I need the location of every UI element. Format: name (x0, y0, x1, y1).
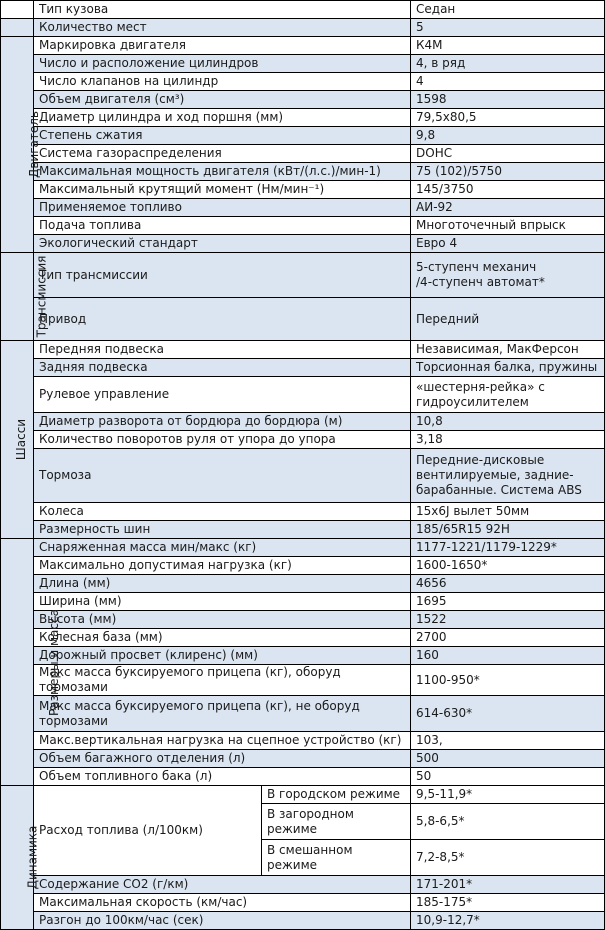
param-cell: Степень сжатия (34, 127, 411, 145)
section-label-dimensions: Размеры и масса (1, 539, 34, 786)
table-row (1, 575, 605, 593)
table-row (1, 235, 605, 253)
value-cell: 9,8 (411, 127, 605, 145)
table-row (1, 55, 605, 73)
param-cell: Длина (мм) (34, 575, 411, 593)
param-cell: Тип трансмиссии (34, 253, 411, 298)
param-cell: Высота (мм) (34, 611, 411, 629)
param-cell: Разгон до 100км/час (сек) (34, 912, 411, 930)
param-cell: Диаметр цилиндра и ход поршня (мм) (34, 109, 411, 127)
value-cell: 75 (102)/5750 (411, 163, 605, 181)
value-cell: 4 (411, 73, 605, 91)
table-row (1, 696, 605, 732)
param-line: тормозами (39, 713, 108, 728)
section-label-engine: Двигатель (1, 37, 34, 253)
param-cell: Количество поворотов руля от упора до упора (34, 431, 411, 449)
param-cell: Подача топлива (34, 217, 411, 235)
value-cell: 171-201* (411, 876, 605, 894)
value-cell: 1695 (411, 593, 605, 611)
value-line: вентилируемые, задние- (416, 468, 574, 482)
value-cell: 4, в ряд (411, 55, 605, 73)
value-cell: 1100-950* (411, 665, 605, 696)
param-cell: Максимальная мощность двигателя (кВт/(л.с.)/мин-1) (34, 163, 411, 181)
section-blank-cell (1, 19, 34, 37)
table-row (1, 37, 605, 55)
value-cell: 1177-1221/1179-1229* (411, 539, 605, 557)
value-cell: 145/3750 (411, 181, 605, 199)
param-cell: Макс.вертикальная нагрузка на сцепное устройство (кг) (34, 732, 411, 750)
fuel-mode-cell (262, 840, 411, 876)
mode-line: В смешанном (267, 842, 353, 857)
fuel-mode-cell: В городском режиме (262, 786, 411, 804)
value-cell: Седан (411, 1, 605, 19)
param-cell: Макс масса буксируемого прицепа (кг), оборуд тормозами (34, 665, 411, 696)
value-cell: 3,18 (411, 431, 605, 449)
value-cell: 103, (411, 732, 605, 750)
section-blank-cell (1, 1, 34, 19)
param-cell: Число и расположение цилиндров (34, 55, 411, 73)
fuel-mode-cell (262, 804, 411, 840)
value-cell: 10,8 (411, 413, 605, 431)
param-cell: Колеса (34, 503, 411, 521)
table-row (1, 876, 605, 894)
table-row (1, 786, 605, 804)
table-row (1, 253, 605, 298)
table-row (1, 593, 605, 611)
param-cell: Привод (34, 298, 411, 341)
param-cell: Маркировка двигателя (34, 37, 411, 55)
value-cell: 7,2-8,5* (411, 840, 605, 876)
param-cell: Максимально допустимая нагрузка (кг) (34, 557, 411, 575)
value-line: «шестерня-рейка» с (416, 379, 545, 394)
param-cell: Рулевое управление (34, 377, 411, 413)
param-cell: Колесная база (мм) (34, 629, 411, 647)
param-cell: Дорожный просвет (клиренс) (мм) (34, 647, 411, 665)
value-cell: 4656 (411, 575, 605, 593)
value-cell: 1522 (411, 611, 605, 629)
value-cell: 1600-1650* (411, 557, 605, 575)
table-row (1, 449, 605, 503)
table-row (1, 377, 605, 413)
table-row (1, 145, 605, 163)
param-cell: Экологический стандарт (34, 235, 411, 253)
table-row (1, 750, 605, 768)
table-row (1, 91, 605, 109)
value-cell: 614-630* (411, 696, 605, 732)
value-cell: 500 (411, 750, 605, 768)
value-cell: Торсионная балка, пружины (411, 359, 605, 377)
param-cell: Объем багажного отделения (л) (34, 750, 411, 768)
mode-line: режиме (267, 857, 318, 872)
value-cell: АИ-92 (411, 199, 605, 217)
fuel-consumption-label: Расход топлива (л/100км) (34, 786, 262, 876)
param-cell: Объем двигателя (см³) (34, 91, 411, 109)
table-row (1, 894, 605, 912)
param-cell: Размерность шин (34, 521, 411, 539)
value-cell: 185-175* (411, 894, 605, 912)
table-row (1, 19, 605, 37)
value-cell (411, 449, 605, 503)
value-cell: 9,5-11,9* (411, 786, 605, 804)
table-row (1, 163, 605, 181)
table-row (1, 521, 605, 539)
value-cell: 79,5х80,5 (411, 109, 605, 127)
value-cell: 10,9-12,7* (411, 912, 605, 930)
param-cell: Содержание СО2 (г/км) (34, 876, 411, 894)
value-cell: 160 (411, 647, 605, 665)
table-row (1, 665, 605, 696)
table-row (1, 217, 605, 235)
value-cell: 5 (411, 19, 605, 37)
table-row (1, 109, 605, 127)
value-cell: 50 (411, 768, 605, 786)
mode-line: В загородном (267, 806, 354, 821)
table-row (1, 611, 605, 629)
section-label-chassis: Шасси (1, 341, 34, 539)
value-cell: Многоточечный впрыск (411, 217, 605, 235)
table-row (1, 127, 605, 145)
param-cell: Число клапанов на цилиндр (34, 73, 411, 91)
section-label-dynamics: Динамика (1, 786, 34, 930)
param-cell: Применяемое топливо (34, 199, 411, 217)
value-cell: Независимая, МакФерсон (411, 341, 605, 359)
param-cell: Задняя подвеска (34, 359, 411, 377)
value-cell: К4М (411, 37, 605, 55)
param-cell: Ширина (мм) (34, 593, 411, 611)
table-row (1, 341, 605, 359)
param-cell: Диаметр разворота от бордюра до бордюра (м) (34, 413, 411, 431)
value-cell: DOHC (411, 145, 605, 163)
value-cell: 2700 (411, 629, 605, 647)
table-row (1, 557, 605, 575)
table-row (1, 647, 605, 665)
value-cell: Евро 4 (411, 235, 605, 253)
value-cell (411, 253, 605, 298)
table-row (1, 359, 605, 377)
param-cell: Максимальный крутящий момент (Нм/мин⁻¹) (34, 181, 411, 199)
value-line: гидроусилителем (416, 394, 529, 409)
value-line: 5-ступенч механич (416, 260, 537, 274)
table-row (1, 503, 605, 521)
table-row (1, 539, 605, 557)
param-cell (34, 696, 411, 732)
param-cell: Тип кузова (34, 1, 411, 19)
table-row (1, 73, 605, 91)
param-cell: Объем топливного бака (л) (34, 768, 411, 786)
value-cell: 185/65R15 92H (411, 521, 605, 539)
value-cell: Передний (411, 298, 605, 341)
table-row (1, 912, 605, 930)
value-line: барабанные. Система ABS (416, 483, 582, 497)
table-row (1, 629, 605, 647)
table-row (1, 199, 605, 217)
param-cell: Снаряженная масса мин/макс (кг) (34, 539, 411, 557)
value-line: /4-ступенч автомат* (416, 275, 545, 289)
value-cell (411, 377, 605, 413)
param-cell: Количество мест (34, 19, 411, 37)
table-row (1, 413, 605, 431)
table-row (1, 768, 605, 786)
section-label-transmission: Трансмиссия (1, 253, 34, 341)
param-cell: Система газораспределения (34, 145, 411, 163)
table-row (1, 431, 605, 449)
value-line: Передние-дисковые (416, 453, 545, 467)
table-row (1, 1, 605, 19)
table-row (1, 298, 605, 341)
param-cell: Передняя подвеска (34, 341, 411, 359)
table-row (1, 181, 605, 199)
value-cell: 5,8-6,5* (411, 804, 605, 840)
mode-line: режиме (267, 821, 318, 836)
table-row (1, 732, 605, 750)
param-line: Макс масса буксируемого прицепа (кг), не оборуд (39, 698, 360, 713)
value-cell: 15х6J вылет 50мм (411, 503, 605, 521)
param-cell: Тормоза (34, 449, 411, 503)
param-cell: Максимальная скорость (км/час) (34, 894, 411, 912)
value-cell: 1598 (411, 91, 605, 109)
